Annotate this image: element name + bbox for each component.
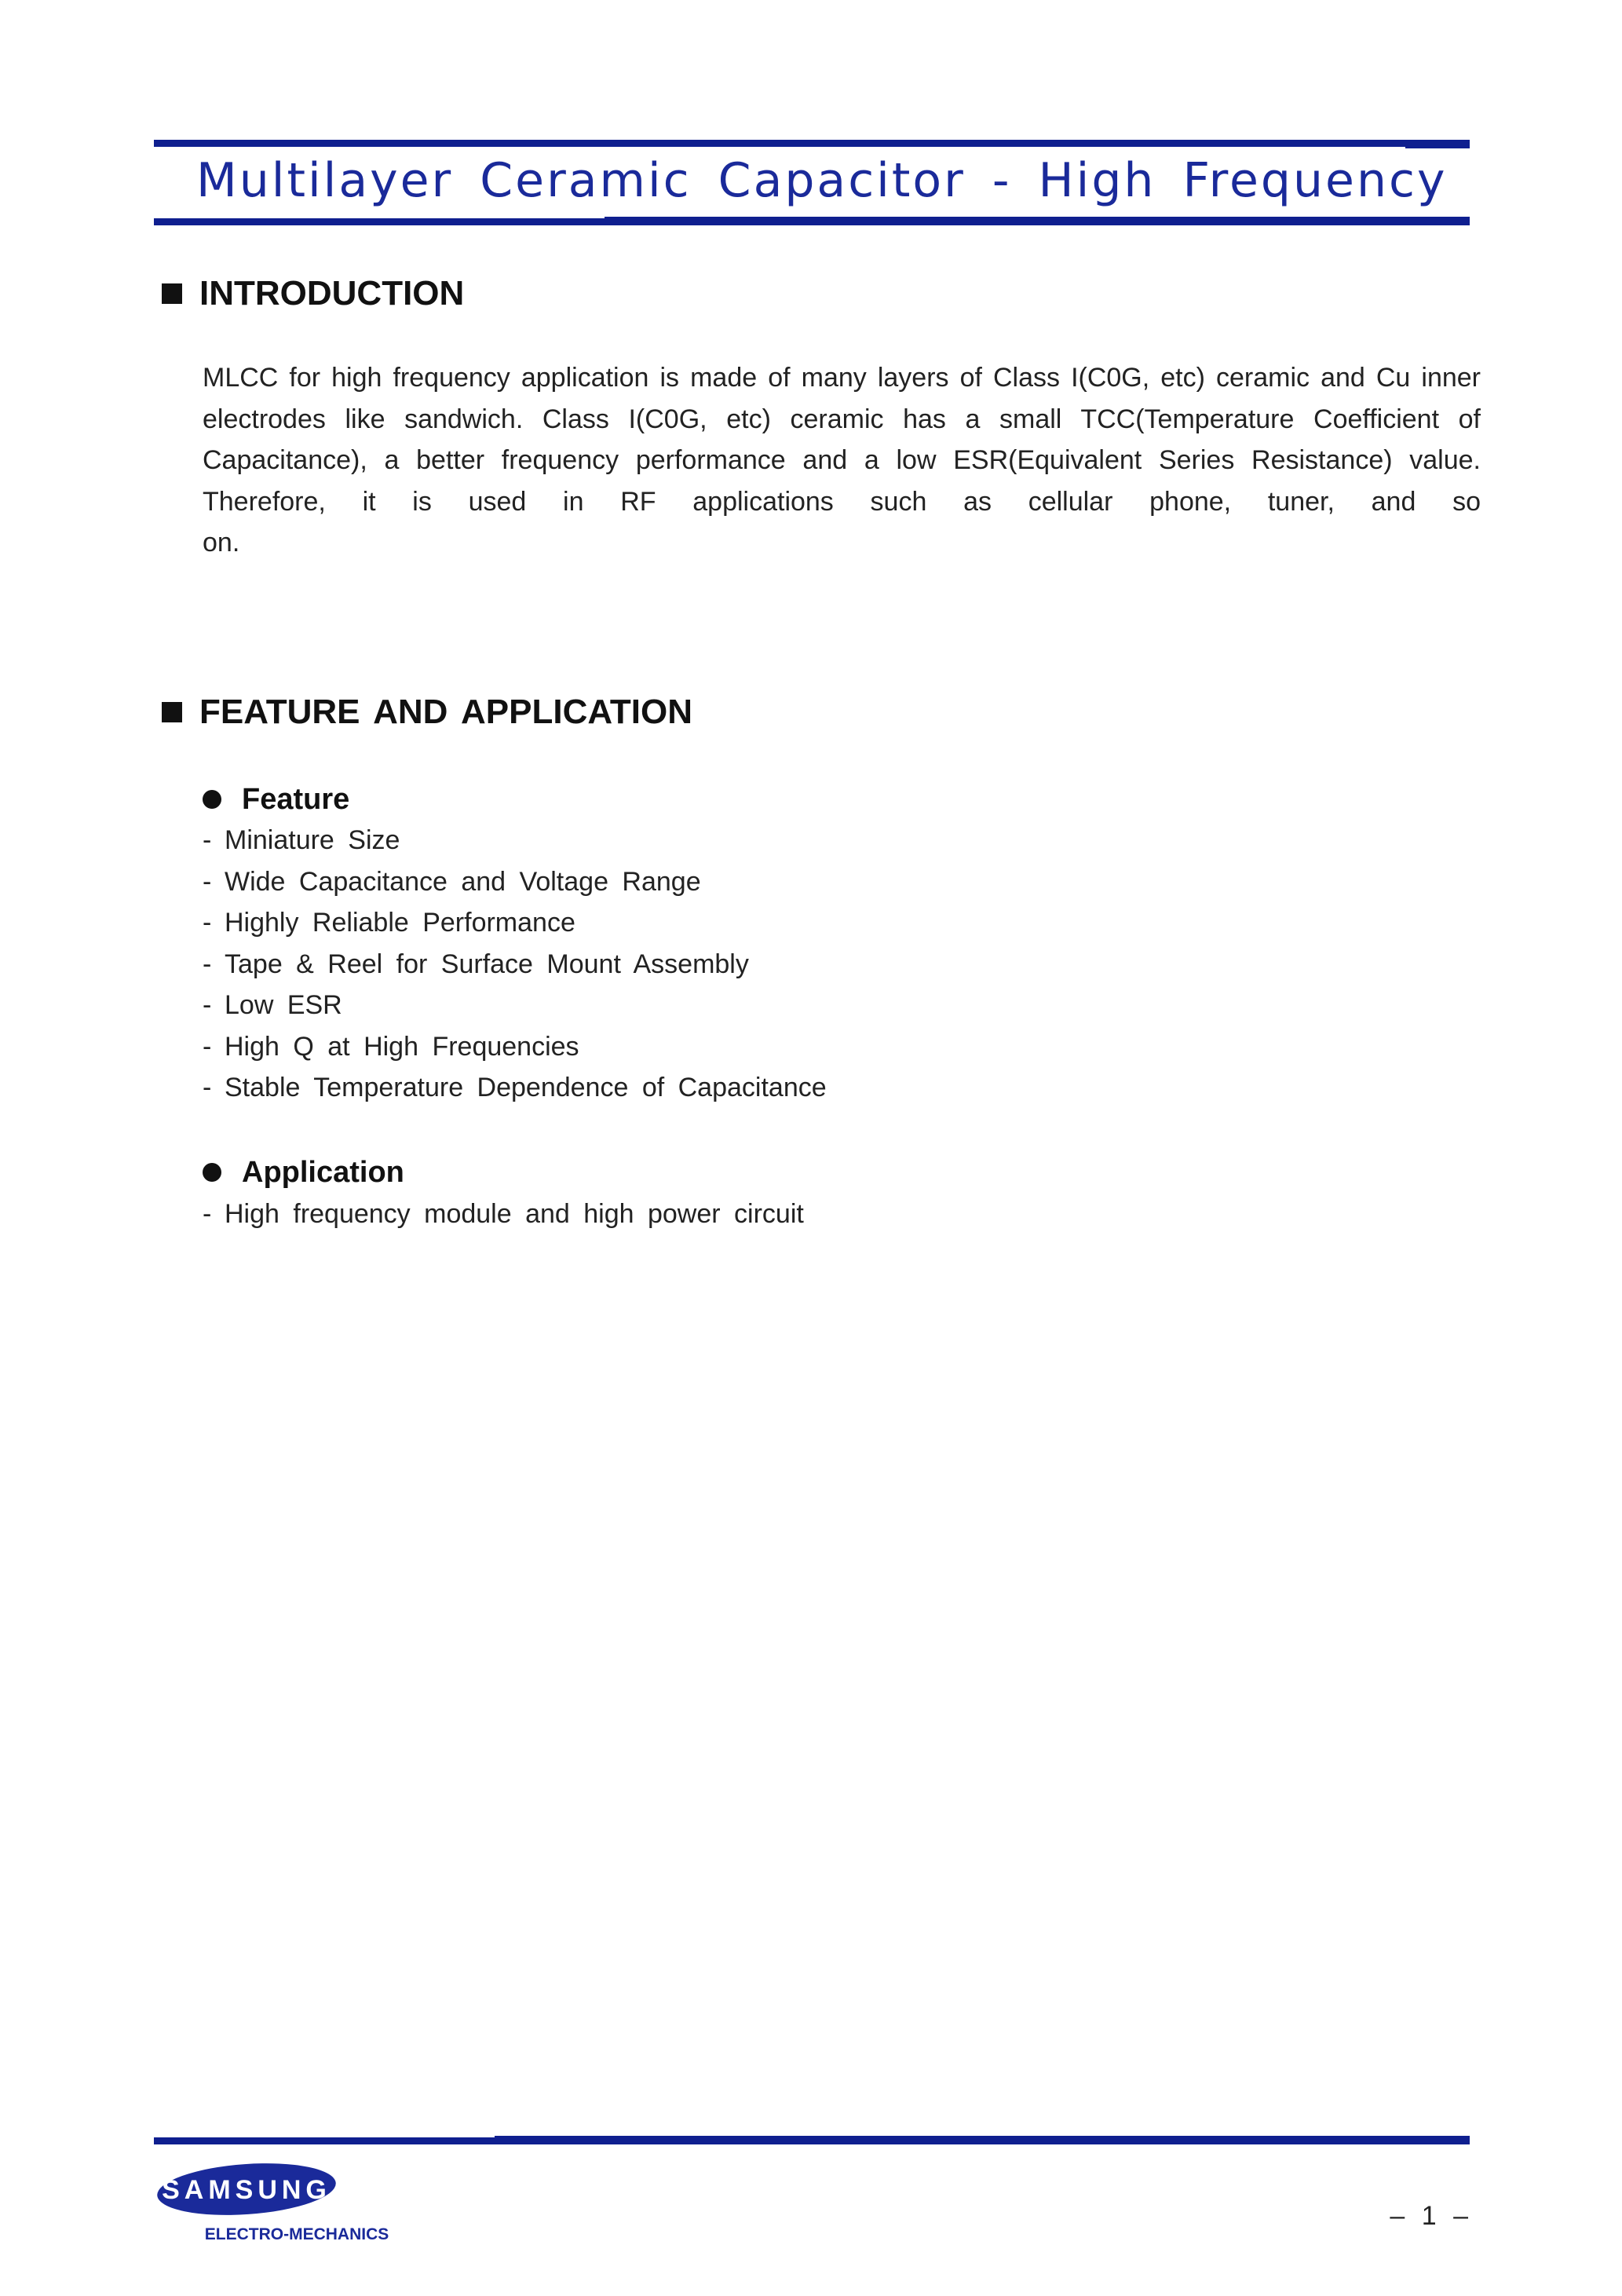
circle-bullet-icon (203, 1163, 221, 1182)
list-item: - Miniature Size (203, 820, 827, 861)
introduction-body-main: MLCC for high frequency application is made of many layers of Class I(C0G, etc) ceramic and Cu inner electrodes like sandwich. Class I(C0G, etc) ceramic has a small TCC(Temperature Coefficient of Capacitance), a better frequency performance and a low ESR(Equivalent Series Resistance) value. Therefore, it is used in RF applications such as cellular phone, tuner, and so (203, 363, 1481, 517)
header-top-rule (154, 140, 1410, 147)
application-list (203, 1194, 804, 1235)
list-item: - High Q at High Frequencies (203, 1026, 827, 1068)
footer-rule (154, 2137, 499, 2144)
header-bottom-rule (154, 218, 609, 225)
application-subheading-text: Application (242, 1156, 404, 1189)
list-item: - Wide Capacitance and Voltage Range (203, 861, 827, 903)
introduction-heading (162, 276, 464, 311)
list-item: - High frequency module and high power circuit (203, 1194, 804, 1235)
circle-bullet-icon (203, 790, 221, 809)
list-item: - Highly Reliable Performance (203, 902, 827, 944)
feature-subheading (203, 784, 349, 814)
list-item: - Stable Temperature Dependence of Capacitance (203, 1067, 827, 1109)
introduction-body (203, 357, 1481, 564)
document-title: Multilayer Ceramic Capacitor - High Frequency (196, 153, 1448, 208)
feature-application-heading-text: FEATURE AND APPLICATION (199, 693, 692, 731)
logo-brand-text: SAMSUNG (162, 2175, 331, 2205)
introduction-heading-text: INTRODUCTION (199, 274, 465, 313)
application-subheading (203, 1157, 404, 1187)
page-number: – 1 – (1390, 2201, 1473, 2231)
square-bullet-icon (162, 283, 182, 304)
introduction-body-last-line: on. (203, 528, 240, 558)
feature-subheading-text: Feature (242, 783, 350, 816)
list-item: - Low ESR (203, 985, 827, 1026)
header-bottom-rule-right (605, 217, 1470, 225)
header-top-rule-right (1405, 140, 1470, 148)
square-bullet-icon (162, 702, 182, 722)
logo-division-text: ELECTRO-MECHANICS (204, 2225, 389, 2243)
feature-list (203, 820, 827, 1109)
footer-rule-right (495, 2136, 1470, 2144)
samsung-electro-mechanics-logo (154, 2159, 468, 2246)
list-item: - Tape & Reel for Surface Mount Assembly (203, 944, 827, 985)
feature-application-heading (162, 695, 692, 729)
